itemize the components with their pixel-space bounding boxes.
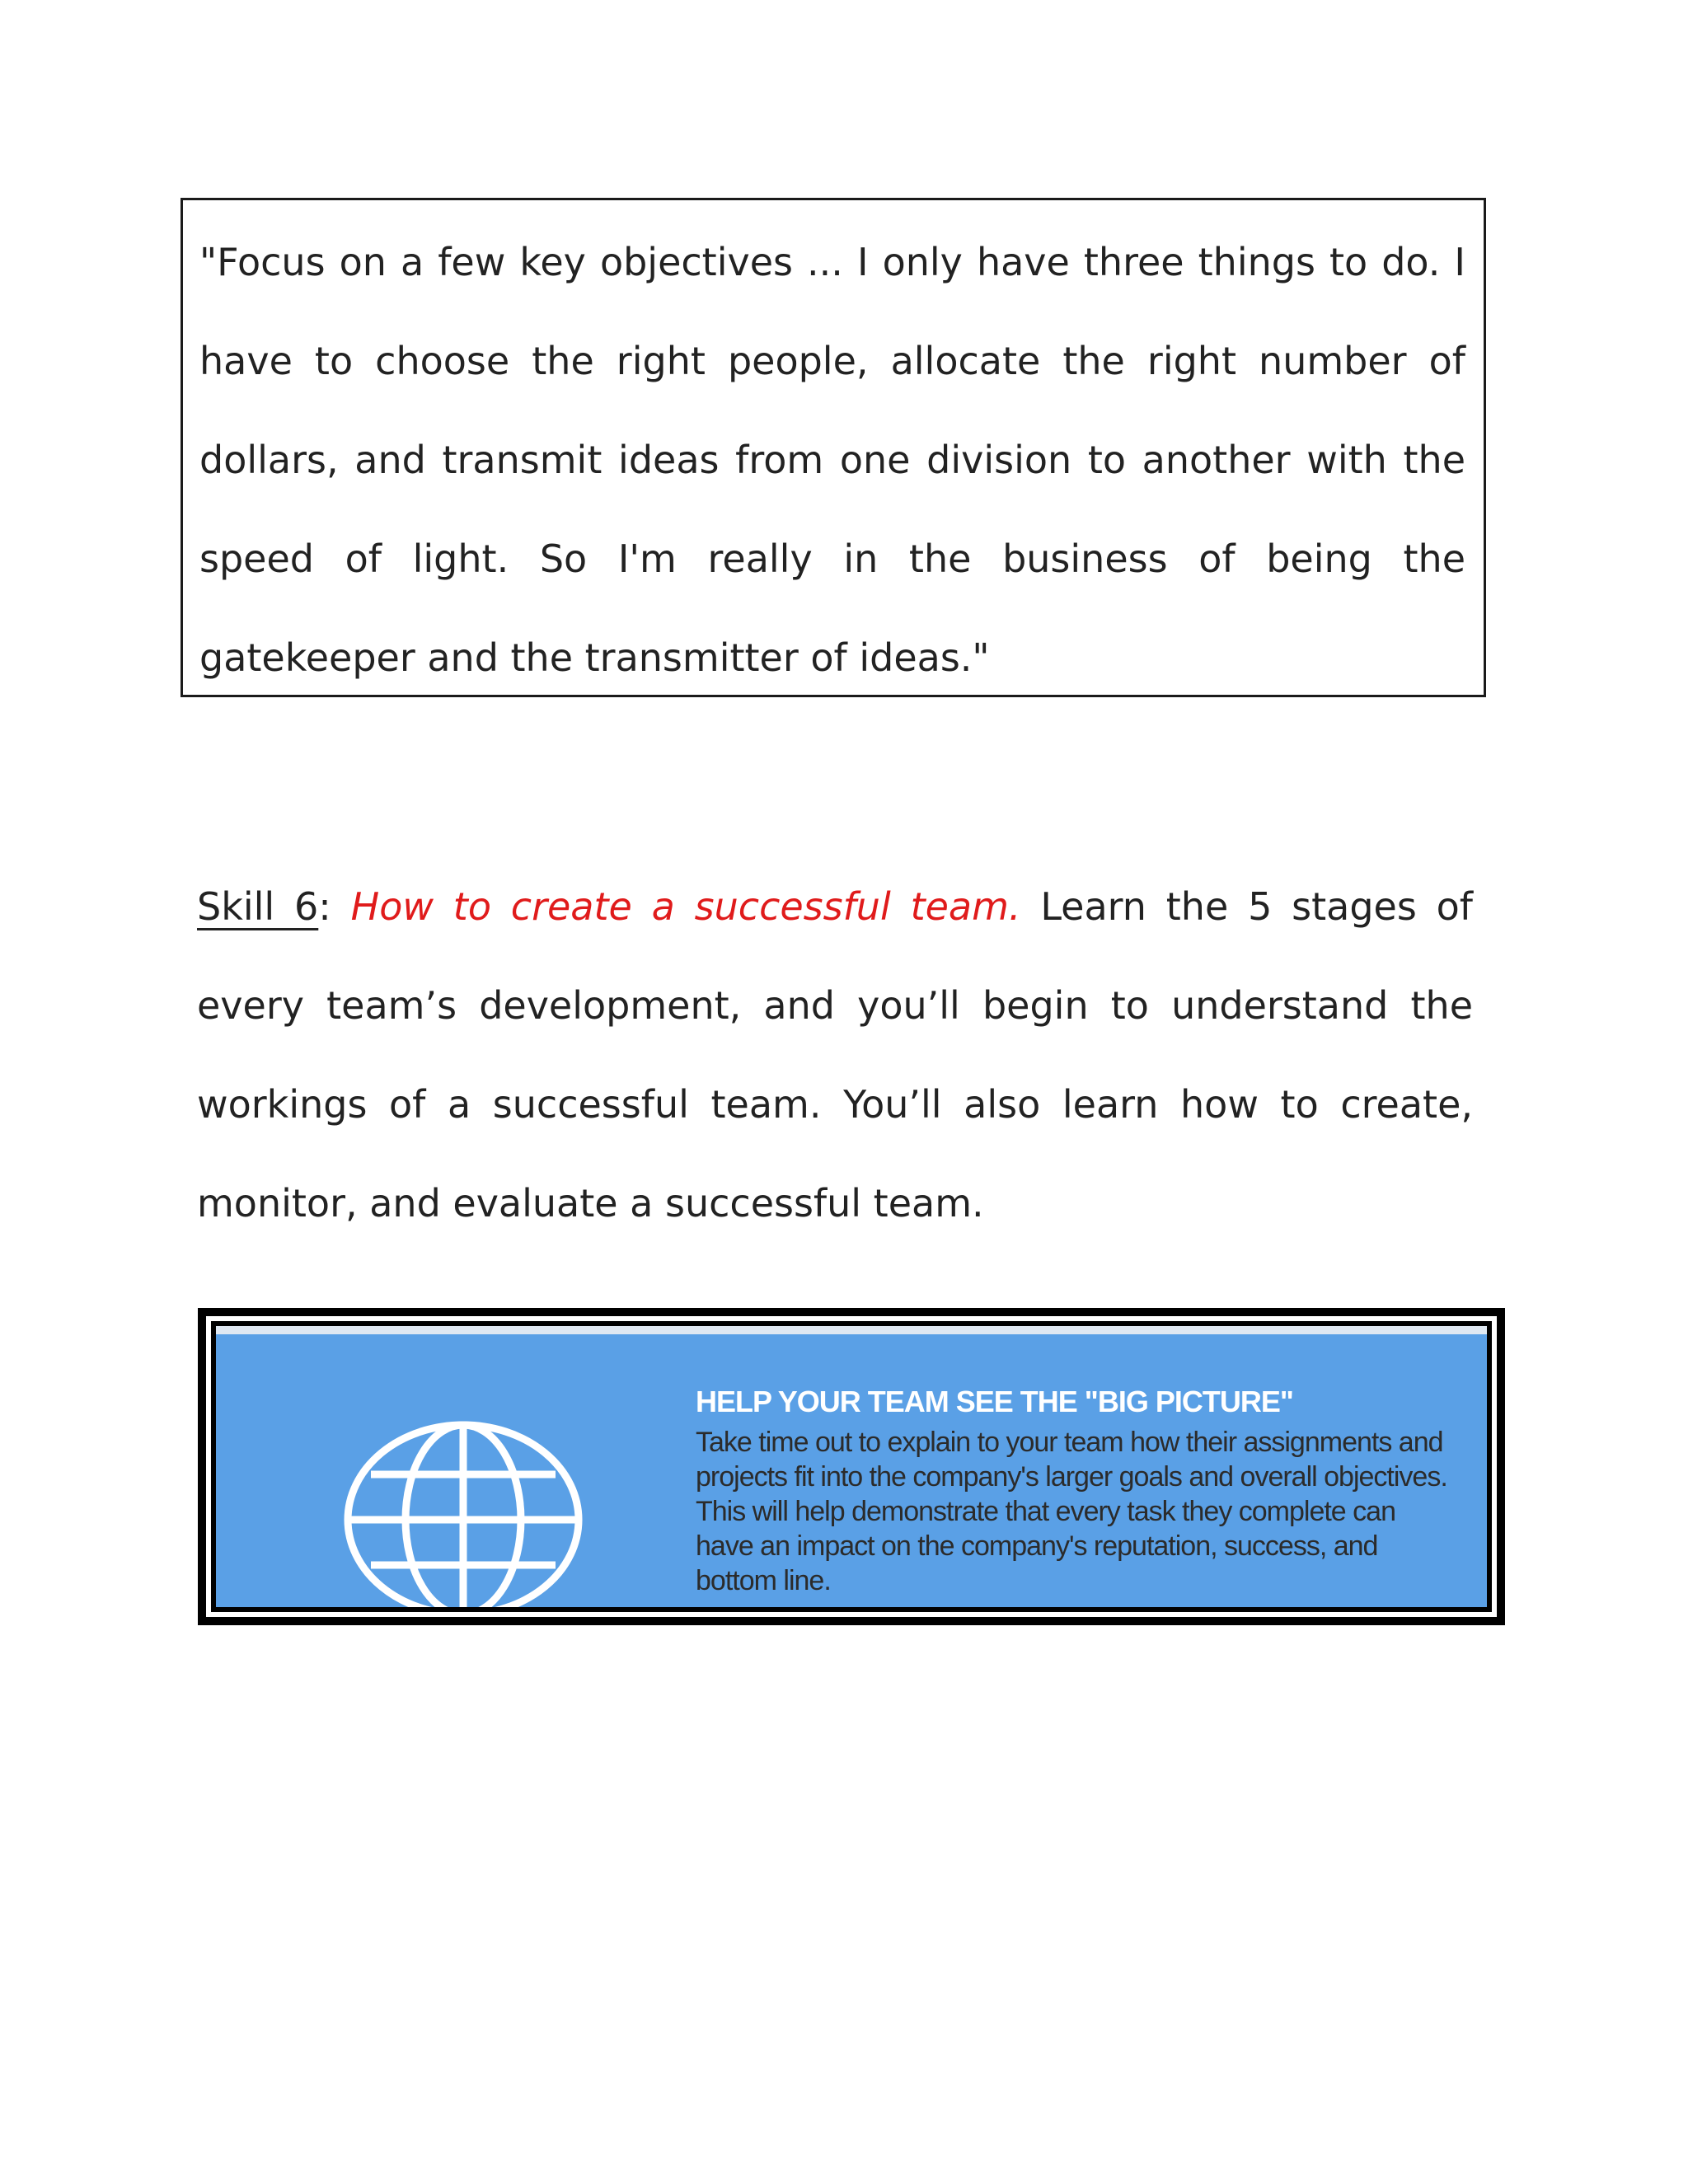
- callout-panel: [216, 1326, 1487, 1607]
- callout-frame: [198, 1308, 1505, 1625]
- skill-title: How to create a successful team.: [350, 884, 1021, 929]
- skill-colon: :: [318, 884, 331, 929]
- callout-body: Take time out to explain to your team how their assignments and projects fit into the company's larger goals and overall objectives. This will help demonstrate that every task they complete can have an impact on the company's reputation, success, and bottom line.: [696, 1427, 1447, 1596]
- quote-box: [181, 198, 1486, 697]
- skill-label: Skill 6: [197, 884, 319, 929]
- globe-icon: [340, 1417, 587, 1607]
- quote-text: "Focus on a few key objectives ... I only have three things to do. I have to choose the right people, allocate the right number of dollars, and transmit ideas from one division to another with the speed of light. So I'm really in the business of being the gatekeeper and the transmitter of ideas.": [199, 240, 1465, 680]
- skill-body: Learn the 5 stages of every team’s development, and you’ll begin to understand the workings of a successful team. You’ll also learn how to create, monitor, and evaluate a successful team.: [197, 884, 1473, 1226]
- callout-text: [696, 1384, 1454, 1598]
- callout-heading: HELP YOUR TEAM SEE THE "BIG PICTURE": [696, 1385, 1293, 1418]
- skill-paragraph: [197, 857, 1473, 1253]
